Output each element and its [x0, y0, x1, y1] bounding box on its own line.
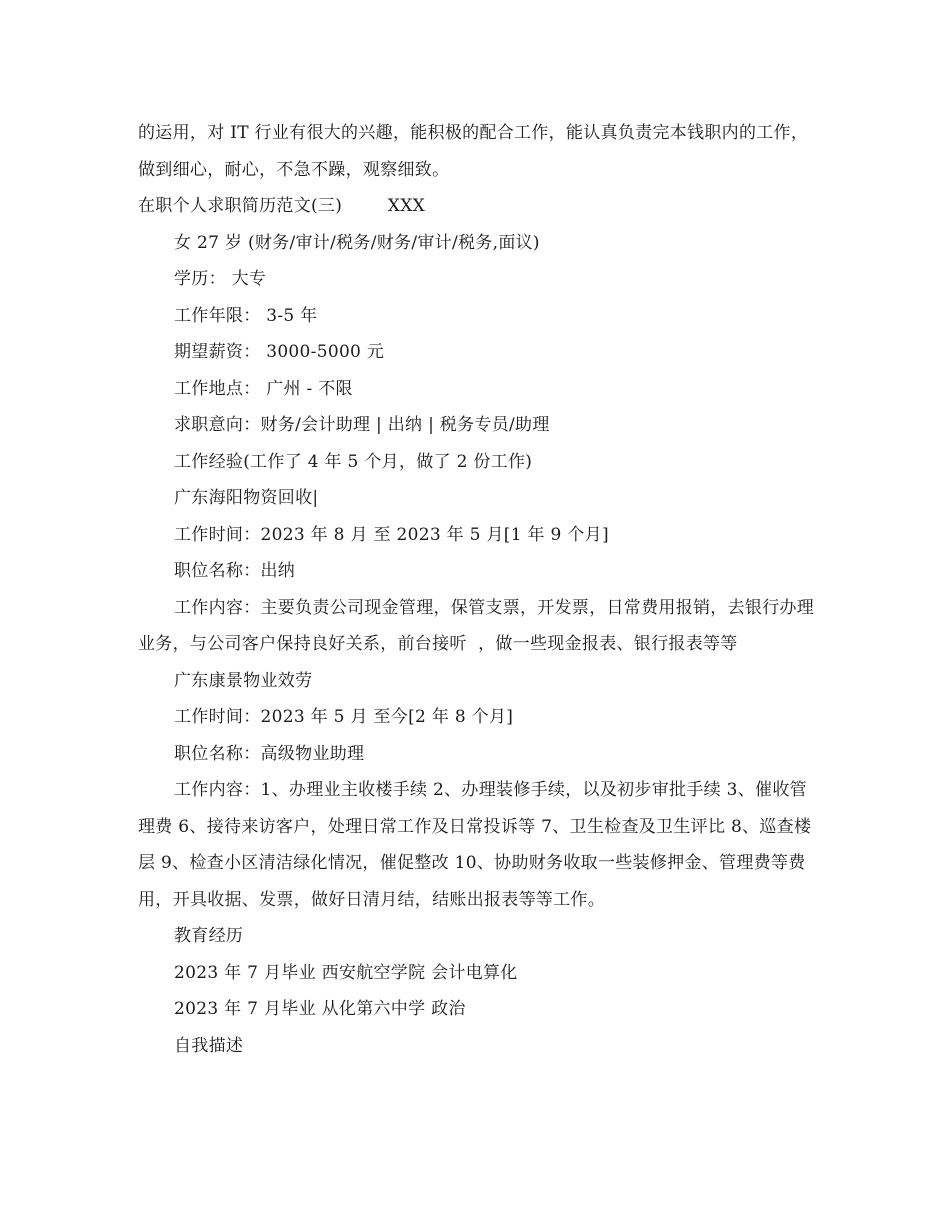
- resume-title: 在职个人求职简历范文(三) XXX: [138, 196, 426, 216]
- employer-1-duties: 工作内容：主要负责公司现金管理，保管支票，开发票，日常费用报销，去银行办理业务，与公司客户保持良好关系，前台接听 ，做一些现金报表、银行报表等等: [138, 597, 815, 654]
- document-body: [138, 115, 818, 1064]
- employer-2: 广东康景物业效劳: [174, 670, 313, 691]
- employer-1-period: 工作时间：2023 年 8 月 至 2023 年 5 月[1 年 9 个月]: [174, 524, 609, 545]
- profile-line: 女 27 岁 (财务/审计/税务/财务/审计/税务,面议): [174, 232, 540, 253]
- employer-2-position: 职位名称：高级物业助理: [174, 743, 365, 764]
- employer-1: 广东海阳物资回收|: [174, 488, 319, 508]
- expected-salary: 期望薪资： 3000-5000 元: [174, 342, 385, 362]
- work-years: 工作年限： 3-5 年: [174, 305, 318, 326]
- education-level: 学历： 大专: [174, 269, 267, 289]
- work-experience-heading: 工作经验(工作了 4 年 5 个月，做了 2 份工作): [174, 451, 533, 472]
- work-location: 工作地点： 广州 - 不限: [174, 378, 353, 399]
- paragraph-intro: 的运用，对 IT 行业有很大的兴趣，能积极的配合工作，能认真负责完本钱职内的工作，做到细心，耐心，不急不躁，观察细致。: [138, 123, 809, 180]
- employer-1-position: 职位名称：出纳: [174, 561, 296, 581]
- job-intention: 求职意向：财务/会计助理 | 出纳 | 税务专员/助理: [174, 415, 550, 435]
- employer-2-duties: 工作内容：1、办理业主收楼手续 2、办理装修手续，以及初步审批手续 3、催收管理费 6、接待来访客户，处理日常工作及日常投诉等 7、卫生检查及卫生评比 8、巡查楼层 9、检查小区清洁绿化情况，催促整改 10、协助财务收取一些装修押金、管理费等费用，开具收据、发票，做好日清月结，结账出报表等等工作。: [138, 780, 812, 910]
- education-entry-1: 2023 年 7 月毕业 西安航空学院 会计电算化: [174, 962, 518, 983]
- employer-2-period: 工作时间：2023 年 5 月 至今[2 年 8 个月]: [174, 707, 514, 727]
- self-description-heading: 自我描述: [174, 1035, 244, 1056]
- education-entry-2: 2023 年 7 月毕业 从化第六中学 政治: [174, 999, 466, 1019]
- education-heading: 教育经历: [174, 926, 244, 946]
